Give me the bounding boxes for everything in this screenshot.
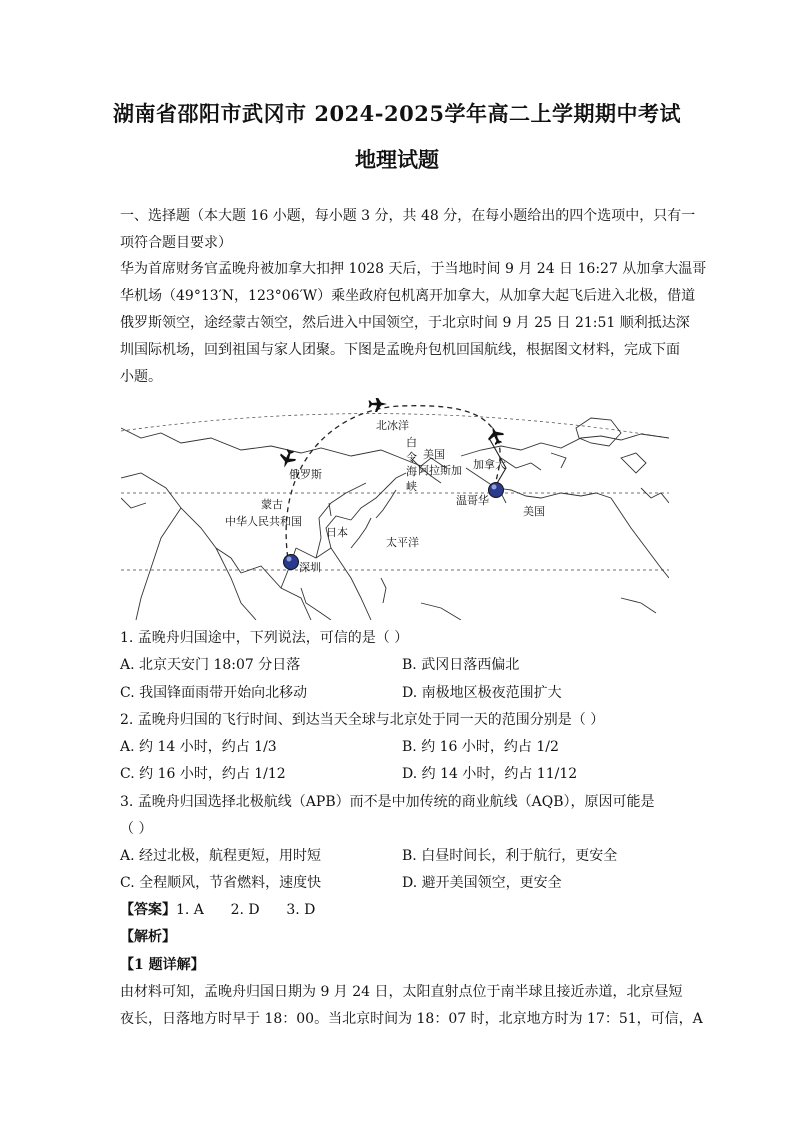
material-line4: 圳国际机场，回到祖国与家人团聚。下图是孟晚舟包机回国航线，根据图文材料，完成下面 [120, 342, 680, 358]
question-1-option-c: C. 我国锋面雨带开始向北移动 [120, 685, 308, 701]
map-label-canada: 加拿大 [473, 458, 506, 471]
material-line2: 华机场（49°13′N，123°06′W）乘坐政府包机离开加拿大，从加拿大起飞后进入北极，借道 [120, 288, 696, 304]
answer-line [120, 899, 315, 919]
airplane-icon [277, 447, 298, 470]
material-line3: 俄罗斯领空，途经蒙古领空，然后进入中国领空，于北京时间 9 月 25 日 21:51 顺利抵达深 [120, 315, 690, 331]
map-label-arctic: 北冰洋 [376, 419, 409, 432]
answer-label: 【答案】 [120, 902, 176, 918]
map-label-bering-3: 海 [406, 465, 417, 478]
question-2-option-b: B. 约 16 小时，约占 1/2 [402, 739, 559, 755]
map-label-pacific: 太平洋 [386, 536, 419, 549]
question-3-option-a: A. 经过北极，航程更短，用时短 [120, 848, 322, 864]
question-2-option-d: D. 约 14 小时，约占 11/12 [402, 766, 578, 782]
question-2-option-c: C. 约 16 小时，约占 1/12 [120, 766, 286, 782]
answer-text: 1. A 2. D 3. D [176, 902, 316, 918]
city-marker-icon [489, 483, 504, 498]
question-2-stem: 2. 孟晚舟归国的飞行时间、到达当天全球与北京处于同一天的范围分别是（ ） [120, 712, 605, 728]
material-line5: 小题。 [120, 369, 162, 385]
map-label-japan: 日本 [326, 526, 348, 539]
map-label-bering-2: 令 [406, 451, 417, 464]
map-label-bering-4: 峡 [406, 480, 417, 493]
flight-route-map [121, 398, 669, 620]
city-marker-icon [284, 555, 299, 570]
question-1-option-a: A. 北京天安门 18:07 分日落 [120, 657, 301, 673]
map-label-mongolia: 蒙古 [261, 498, 283, 511]
question-1-stem: 1. 孟晚舟归国途中，下列说法，可信的是（ ） [120, 630, 409, 646]
question-3-option-c: C. 全程顺风，节省燃料，速度快 [120, 875, 322, 891]
page-title: 湖南省邵阳市武冈市 2024-2025学年高二上学期期中考试 [113, 101, 681, 126]
question-3-stem-line2: （ ） [120, 821, 153, 837]
section-heading-line2: 项符合题目要求） [120, 235, 232, 251]
detail-label: 【1 题详解】 [120, 957, 205, 973]
analysis-label: 【解析】 [120, 929, 176, 945]
question-1-option-d: D. 南极地区极夜范围扩大 [402, 685, 562, 701]
question-3-option-b: B. 白昼时间长，利于航行，更安全 [402, 848, 618, 864]
question-3-stem-line1: 3. 孟晚舟归国选择北极航线（APB）而不是中加传统的商业航线（AQB），原因可能是 [120, 794, 655, 810]
map-label-vancouver: 温哥华 [456, 494, 489, 507]
map-label-russia: 俄罗斯 [289, 468, 322, 481]
question-2-option-a: A. 约 14 小时，约占 1/3 [120, 739, 277, 755]
airplane-icon [369, 398, 388, 412]
map-label-usa-top: 美国 [423, 448, 445, 461]
detail-line1: 由材料可知，孟晚舟归国日期为 9 月 24 日，太阳直射点位于南半球且接近赤道，北京昼短 [120, 984, 683, 1000]
question-1-option-b: B. 武冈日落西偏北 [402, 657, 520, 673]
detail-line2: 夜长，日落地方时早于 18：00。当北京时间为 18：07 时，北京地方时为 17：51，可信，A [120, 1011, 703, 1027]
material-line1: 华为首席财务官孟晚舟被加拿大扣押 1028 天后，于当地时间 9 月 24 日 16:27 从加拿大温哥 [120, 261, 707, 277]
page-subtitle: 地理试题 [355, 147, 439, 172]
map-label-china: 中华人民共和国 [225, 515, 302, 528]
map-label-alaska: 阿拉斯加 [418, 464, 462, 477]
section-heading-line1: 一、选择题（本大题 16 小题，每小题 3 分，共 48 分，在每小题给出的四个选项中，只有一 [120, 208, 696, 224]
map-label-usa: 美国 [523, 505, 545, 518]
airplane-icon [485, 424, 506, 447]
map-label-shenzhen: 深圳 [299, 561, 321, 574]
question-3-option-d: D. 避开美国领空，更安全 [402, 875, 562, 891]
map-label-bering-1: 白 [406, 436, 417, 449]
